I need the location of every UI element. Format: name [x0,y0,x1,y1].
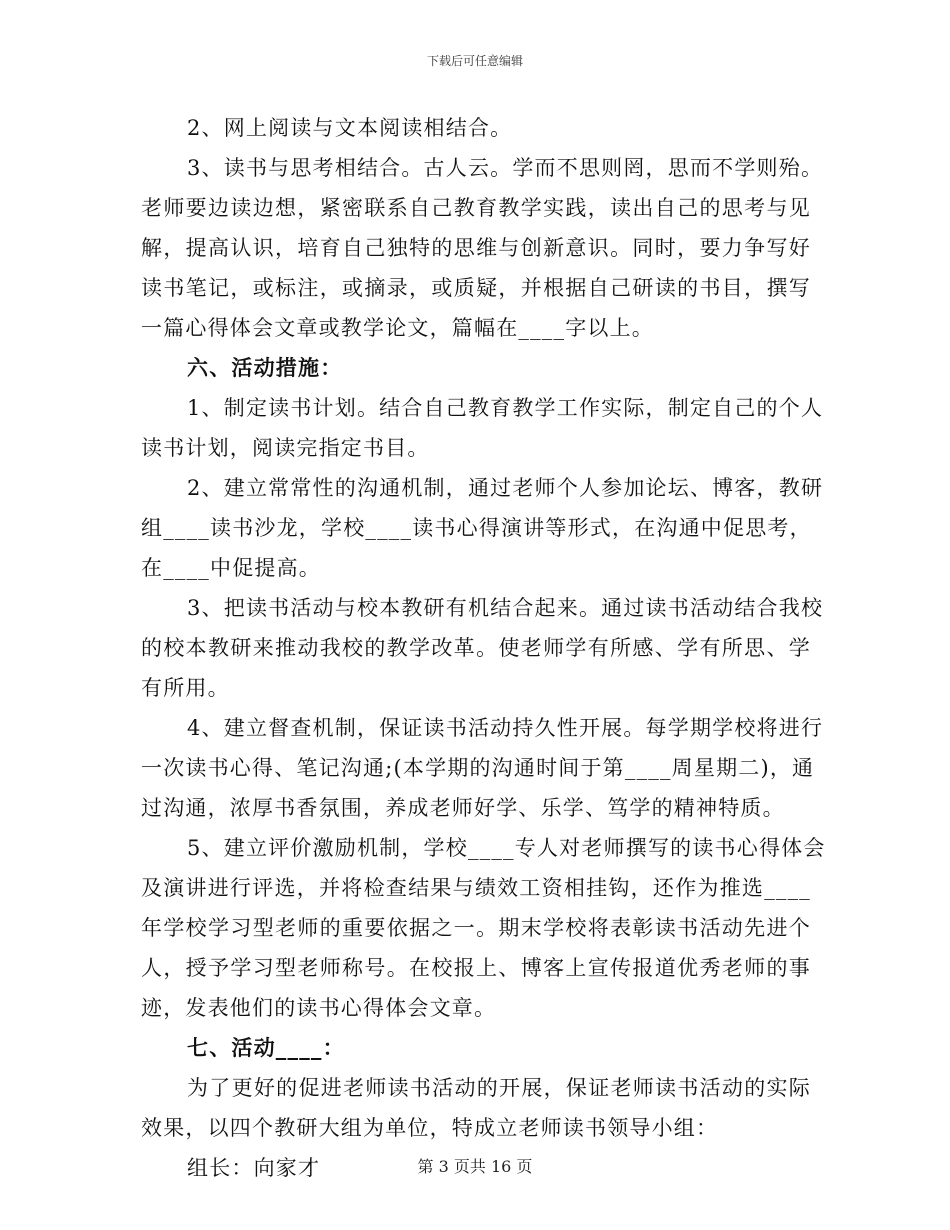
text-line: 有所用。 [141,676,230,700]
text-line: 读书笔记，或标注，或摘录，或质疑，并根据自己研读的书目，撰写 [141,276,811,300]
text-line: 年学校学习型老师的重要依据之一。期末学校将表彰读书活动先进个 [141,916,811,940]
text-line: 一次读书心得、笔记沟通;(本学期的沟通时间于第____周星期二)，通 [141,756,815,780]
text-line: 1、制定读书计划。结合自己教育教学工作实际，制定自己的个人 [187,396,824,420]
text-line: 读书计划，阅读完指定书目。 [141,436,430,460]
document-body [141,108,826,1188]
text-line: 解，提高认识，培育自己独特的思维与创新意识。同时，要力争写好 [141,236,811,260]
text-line: 组____读书沙龙，学校____读书心得演讲等形式，在沟通中促思考， [141,516,812,540]
text-line: 2、网上阅读与文本阅读相结合。 [187,116,513,140]
section-heading: 七、活动____： [187,1035,345,1060]
text-line: 2、建立常常性的沟通机制，通过老师个人参加论坛、博客，教研 [187,476,824,500]
text-line: 4、建立督查机制，保证读书活动持久性开展。每学期学校将进行 [187,716,824,740]
text-line: 一篇心得体会文章或教学论文，篇幅在____字以上。 [141,316,654,340]
text-line: 老师要边读边想，紧密联系自己教育教学实践，读出自己的思考与见 [141,196,811,220]
text-line: 在____中促提高。 [141,556,321,580]
text-line: 过沟通，浓厚书香氛围，养成老师好学、乐学、笃学的精神特质。 [141,796,785,820]
page-header-note: 下载后可任意编辑 [426,54,523,68]
text-line: 为了更好的促进老师读书活动的开展，保证老师读书活动的实际 [187,1076,811,1100]
text-line: 的校本教研来推动我校的教学改革。使老师学有所感、学有所思、学 [141,636,811,660]
text-line: 3、读书与思考相结合。古人云。学而不思则罔，思而不学则殆。 [187,156,824,180]
text-line: 3、把读书活动与校本教研有机结合起来。通过读书活动结合我校 [187,596,824,620]
section-heading: 六、活动措施： [187,355,343,380]
text-line: 人，授予学习型老师称号。在校报上、博客上宣传报道优秀老师的事 [141,956,811,980]
page-number-footer: 第 3 页共 16 页 [417,1157,533,1176]
text-line: 5、建立评价激励机制，学校____专人对老师撰写的读书心得体会 [187,836,826,860]
text-line: 效果，以四个教研大组为单位，特成立老师读书领导小组： [141,1116,719,1140]
text-line: 迹，发表他们的读书心得体会文章。 [141,996,497,1020]
text-line: 及演讲进行评选，并将检查结果与绩效工资相挂钩，还作为推选____ [141,876,811,900]
text-line: 组长：向家才 [187,1156,321,1180]
